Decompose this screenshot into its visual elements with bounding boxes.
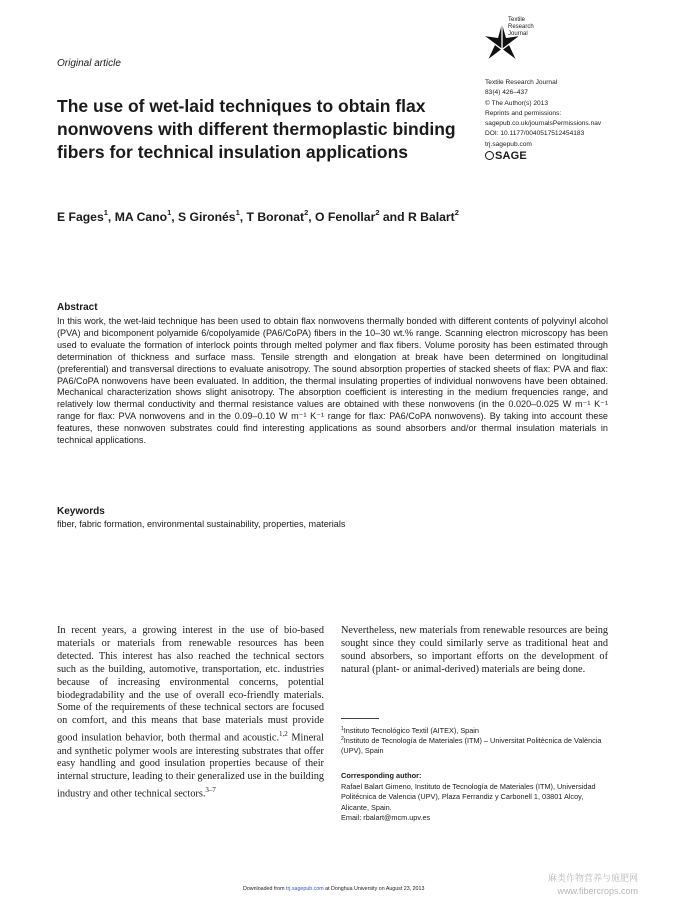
citation-ref[interactable]: 1,2 [279,730,288,739]
permissions-link[interactable]: sagepub.co.uk/journalsPermissions.nav [485,120,602,128]
watermark-line: 麻类作物营养与施肥网 [548,873,639,883]
copyright: © The Author(s) 2013 [485,99,549,107]
body-paragraph: In recent years, a growing interest in the use of bio-based materials or materials from renewable resources has been detected. This interest has also reached the technical sectors such as the building, automotive, transportation, etc. industries because of increasing environmental concerns, potential biodegradability and the use of overall eco-friendly materials. Some of the requirements of these technical sectors are focused on comfort, and this means that base materials must provide good insulation behavior, both thermal and acoustic. [57,625,324,744]
author-separator: and [379,210,408,224]
doi[interactable]: DOI: 10.1177/0040517512454183 [485,130,585,138]
author-separator: , [171,210,179,224]
author-separator: , [239,210,247,224]
abstract-heading: Abstract [57,302,98,313]
article-type-label: Original article [57,58,121,69]
corresponding-author-address: Rafael Balart Gimeno, Instituto de Tecnología de Materiales (ITM), Universidad Politécnica de Valencia (UPV), Plaza Ferrandiz y Carbonell 1, 03801 Alcoy, Alicante, Spain. [341,782,596,812]
download-footer: Downloaded from trj.sagepub.com at Donghua University on August 23, 2013 [243,886,425,892]
body-paragraph-continued: Mineral and synthetic polymer wools are interesting substrates that offer easy handling and good insulation properties because of their internal structure, leading to their generalized use in the building industry and other technical sectors. [57,732,324,800]
abstract-text: In this work, the wet-laid technique has been used to obtain flax nonwovens thermally bonded with different contents of polyvinyl alcohol (PVA) and bicomponent polyamide 6/copolyamide (PA6/CoPA) fibers in the 10–30 wt.% range. Scanning electron microscopy has been used to evaluate the formation of interlock points through melted polymer and flax fibers. Volume porosity has been estimated through determination of thickness and surface mass. Tensile strength and elongation at break have been determined on longitudinal (preferential) and transversal directions to evaluate anisotropy. The sound absorption properties of stacked sheets of flax: PVA and flax: PA6/CoPA nonwovens have been evaluated. In addition, the thermal insulating properties of individual nonwovens have been obtained. Mechanical characterization shows slight anisotropy. The absorption coefficient is interesting in the medium frequencies range, and relatively low thermal conductivity and thermal resistance values are obtained with these nonwovens (in the 0.020–0.025 W m⁻¹ K⁻¹ range for flax: PVA nonwovens and in the 0.09–0.10 W m⁻¹ K⁻¹ range for flax: PA6/CoPA nonwovens). By taking into account these features, these nonwoven substrates could find interesting applications as sound absorbers and/or thermal insulation materials in technical applications. [57,316,608,446]
keywords-heading: Keywords [57,506,105,517]
footnote-divider [341,718,379,719]
corresponding-author-email[interactable]: Email: rbalart@mcm.upv.es [341,813,431,823]
publisher-logo [485,150,527,162]
affiliation-item: $^2$Instituto de Tecnología de Materiales (ITM) – Universitat Politècnica de València (UPV), Spain [341,736,602,756]
journal-logo-line: Journal [508,31,528,37]
author-affiliation-mark: 1 [235,208,240,217]
journal-url[interactable]: trj.sagepub.com [485,140,532,148]
body-column-left [57,625,324,802]
author-list [57,209,477,227]
journal-name: Textile Research Journal [485,79,558,86]
sage-circle-icon [485,151,494,160]
author-name: E Fages [57,210,104,224]
author-name: S Gironés [178,210,236,224]
footer-link[interactable]: trj.sagepub.com [286,886,324,892]
site-watermark [548,872,638,898]
watermark-line: www.fibercrops.com [557,886,639,896]
article-title: The use of wet-laid techniques to obtain flax nonwovens with different thermoplastic binding fibers for technical insulation applications [57,96,456,162]
author-affiliation-mark: 2 [304,208,309,217]
author-name: O Fenollar [315,210,376,224]
author-name: R Balart [407,210,455,224]
corresponding-author-details [341,782,611,824]
author-affiliation-mark: 1 [167,208,172,217]
author-affiliation-mark: 2 [375,208,380,217]
citation-ref[interactable]: 3–7 [205,786,216,795]
affiliation-item: $^1$Instituto Tecnológico Textil (AITEX), Spain [341,726,479,735]
corresponding-author-heading: Corresponding author: [341,771,422,780]
publisher-name: SAGE [495,150,527,162]
volume-pages: 83(4) 426–437 [485,89,528,97]
affiliations [341,726,611,757]
journal-meta [485,78,601,150]
author-separator: , [107,210,115,224]
author-name: T Boronat [246,210,305,224]
author-affiliation-mark: 1 [103,208,108,217]
journal-logo-line: Textile [508,17,526,23]
journal-logo [482,14,548,70]
author-separator: , [308,210,316,224]
keywords-text: fiber, fabric formation, environmental sustainability, properties, materials [57,519,346,529]
body-column-right: Nevertheless, new materials from renewable resources are being sought since they could similarly serve as traditional heat and sound absorbers, so important efforts on the development of natural (plant- or animal-derived) materials are being done. [341,625,608,675]
author-name: MA Cano [114,210,168,224]
author-affiliation-mark: 2 [454,208,459,217]
reprints-label: Reprints and permissions: [485,109,562,117]
journal-logo-line: Research [508,24,534,30]
